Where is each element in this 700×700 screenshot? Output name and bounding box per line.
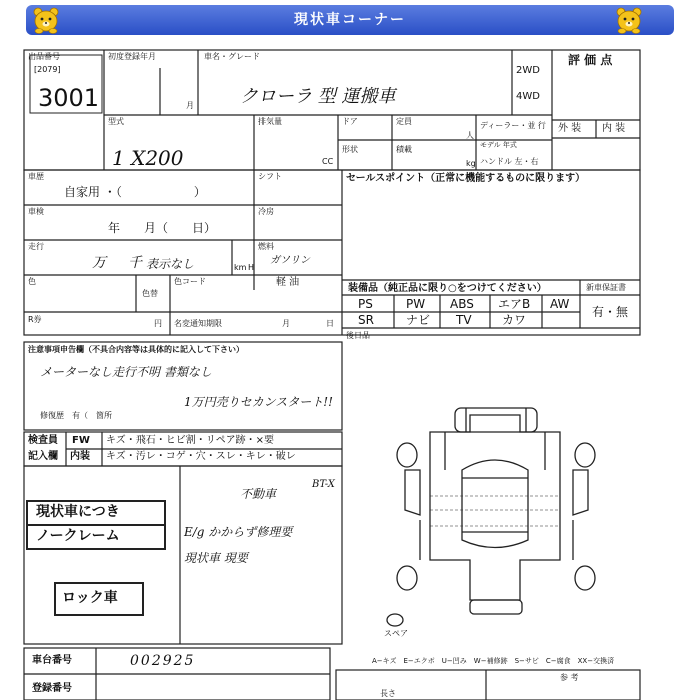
drive-2wd: 2WD	[516, 65, 540, 76]
equip-abs: ABS	[450, 297, 474, 311]
chassis-value: 002925	[130, 653, 196, 669]
interior-items: キズ・汚レ・コゲ・穴・スレ・キレ・破レ	[106, 451, 296, 462]
interior-label: 内 装	[602, 123, 626, 134]
damage-legend: A−キズ E−エクボ U−凹み W−補修跡 S−サビ C−腐食 XX−交換済	[372, 657, 615, 665]
equip-leather: カワ	[502, 313, 527, 327]
km-label: km	[234, 263, 247, 272]
page-title: 現状車コーナー	[294, 12, 406, 28]
yen-label: 円	[154, 319, 162, 328]
mileage-man: 万	[92, 255, 106, 271]
inspector-note1: 不動車	[240, 487, 277, 501]
stamp-lock-text: ロック車	[62, 590, 118, 606]
tax-label: 名変通知期限	[174, 319, 222, 328]
shape-label: 形状	[342, 145, 358, 154]
bt-code: BT-X	[312, 479, 335, 490]
lot-label: 出品番号	[28, 52, 60, 61]
equip-navi: ナビ	[406, 313, 431, 327]
fuel-diesel: 軽 油	[276, 277, 300, 288]
tax-day: 日	[326, 319, 334, 328]
kg-label: kg	[466, 159, 476, 168]
fuel-label: 燃料	[258, 242, 274, 251]
mileage-sen: 千	[128, 255, 142, 271]
displacement-label: 排気量	[258, 117, 282, 126]
tax-month: 月	[282, 319, 290, 328]
spare-label: スペア	[384, 629, 408, 638]
inspection-label: 車検	[28, 207, 44, 216]
equip-airbag: エアB	[498, 297, 531, 311]
warranty-label: 新車保証書	[586, 283, 626, 292]
note-line1: メーターなし走行不明 書類なし	[40, 365, 212, 379]
drive-4wd: 4WD	[516, 91, 540, 102]
equip-sr: SR	[358, 313, 374, 327]
stamp-genjousha	[26, 500, 166, 526]
usage-value: 自家用 ・（ ）	[64, 185, 206, 199]
equip-ps: PS	[358, 297, 373, 311]
person-label: 人	[466, 131, 474, 140]
stamp-no-claim	[26, 524, 166, 550]
equip-pw: PW	[406, 297, 426, 311]
rear-seat-label: 後日品	[346, 331, 370, 340]
paint-label: 色替	[142, 289, 158, 298]
month-label: 月	[186, 101, 194, 110]
equip-aw: AW	[550, 297, 570, 311]
stamp-lock	[54, 582, 144, 616]
recycle-label: R券	[28, 315, 42, 324]
model-label: 型式	[108, 117, 124, 126]
stamp-genjousha-text: 現状車につき	[36, 504, 120, 520]
model-value: 1 X200	[112, 146, 184, 170]
interior-row-label: 内装	[70, 451, 90, 462]
mileage-note: 表示なし	[146, 257, 195, 271]
mileage-label: 走行	[28, 242, 44, 251]
color-code-label: 色コード	[174, 277, 206, 286]
inspector-note3: 現状車 現要	[184, 551, 248, 565]
comparison-label: 参 考	[560, 673, 579, 682]
car-name-label: 車名・グレード	[204, 52, 260, 61]
equip-tv: TV	[456, 313, 472, 327]
cc-label: CC	[322, 157, 334, 166]
stamp-no-claim-text: ノークレーム	[36, 528, 120, 544]
model-year-label: モデル 年式	[480, 141, 517, 149]
sales-point-label: セールスポイント（正常に機能するものに限ります）	[346, 173, 586, 184]
usage-label: 車歴	[28, 172, 44, 181]
lot-sub: [2079]	[34, 65, 61, 74]
note-line2: 1万円売りセカンスタート!!	[184, 395, 333, 409]
inspector-note2: E/g かからず修理要	[184, 525, 293, 539]
first-reg-label: 初度登録年月	[108, 52, 156, 61]
capacity-label: 定員	[396, 117, 412, 126]
dealer-label: ディーラー・並 行	[480, 121, 546, 130]
lot-number: 3001	[38, 84, 100, 112]
fw-label: FW	[72, 435, 90, 446]
car-name-value: クローラ 型 運搬車	[240, 86, 396, 107]
door-label: ドア	[342, 117, 358, 126]
car-diagram	[387, 408, 595, 626]
handle-label: ハンドル 左・右	[480, 157, 539, 166]
inspector-label: 検査員	[28, 435, 58, 446]
shift-label: シフト	[258, 172, 282, 181]
entry-label: 記入欄	[28, 451, 58, 462]
rating-label: 評 価 点	[568, 53, 613, 67]
fw-items: キズ・飛石・ヒビ割・リペア跡・×要	[106, 435, 274, 446]
fuel-gas: ガソリン	[270, 255, 310, 266]
cooling-label: 冷房	[258, 207, 274, 216]
load-label: 積載	[396, 145, 412, 154]
exterior-label: 外 装	[558, 123, 582, 134]
equipment-label: 装備品（純正品に限り○をつけてください）	[348, 283, 547, 294]
warranty-value: 有・無	[592, 305, 629, 319]
chassis-label: 車台番号	[32, 655, 72, 666]
color-label: 色	[28, 277, 36, 286]
inspection-value: 年 月（ 日）	[108, 221, 217, 235]
h-label: H	[248, 263, 255, 272]
notes-label: 注意事項申告欄（不具合内容等は具体的に記入して下さい）	[28, 345, 244, 354]
length-label: 長さ	[380, 689, 396, 698]
reg-label: 登録番号	[32, 683, 72, 694]
repair-label: 修復歴 有（ 箇所	[40, 411, 112, 420]
